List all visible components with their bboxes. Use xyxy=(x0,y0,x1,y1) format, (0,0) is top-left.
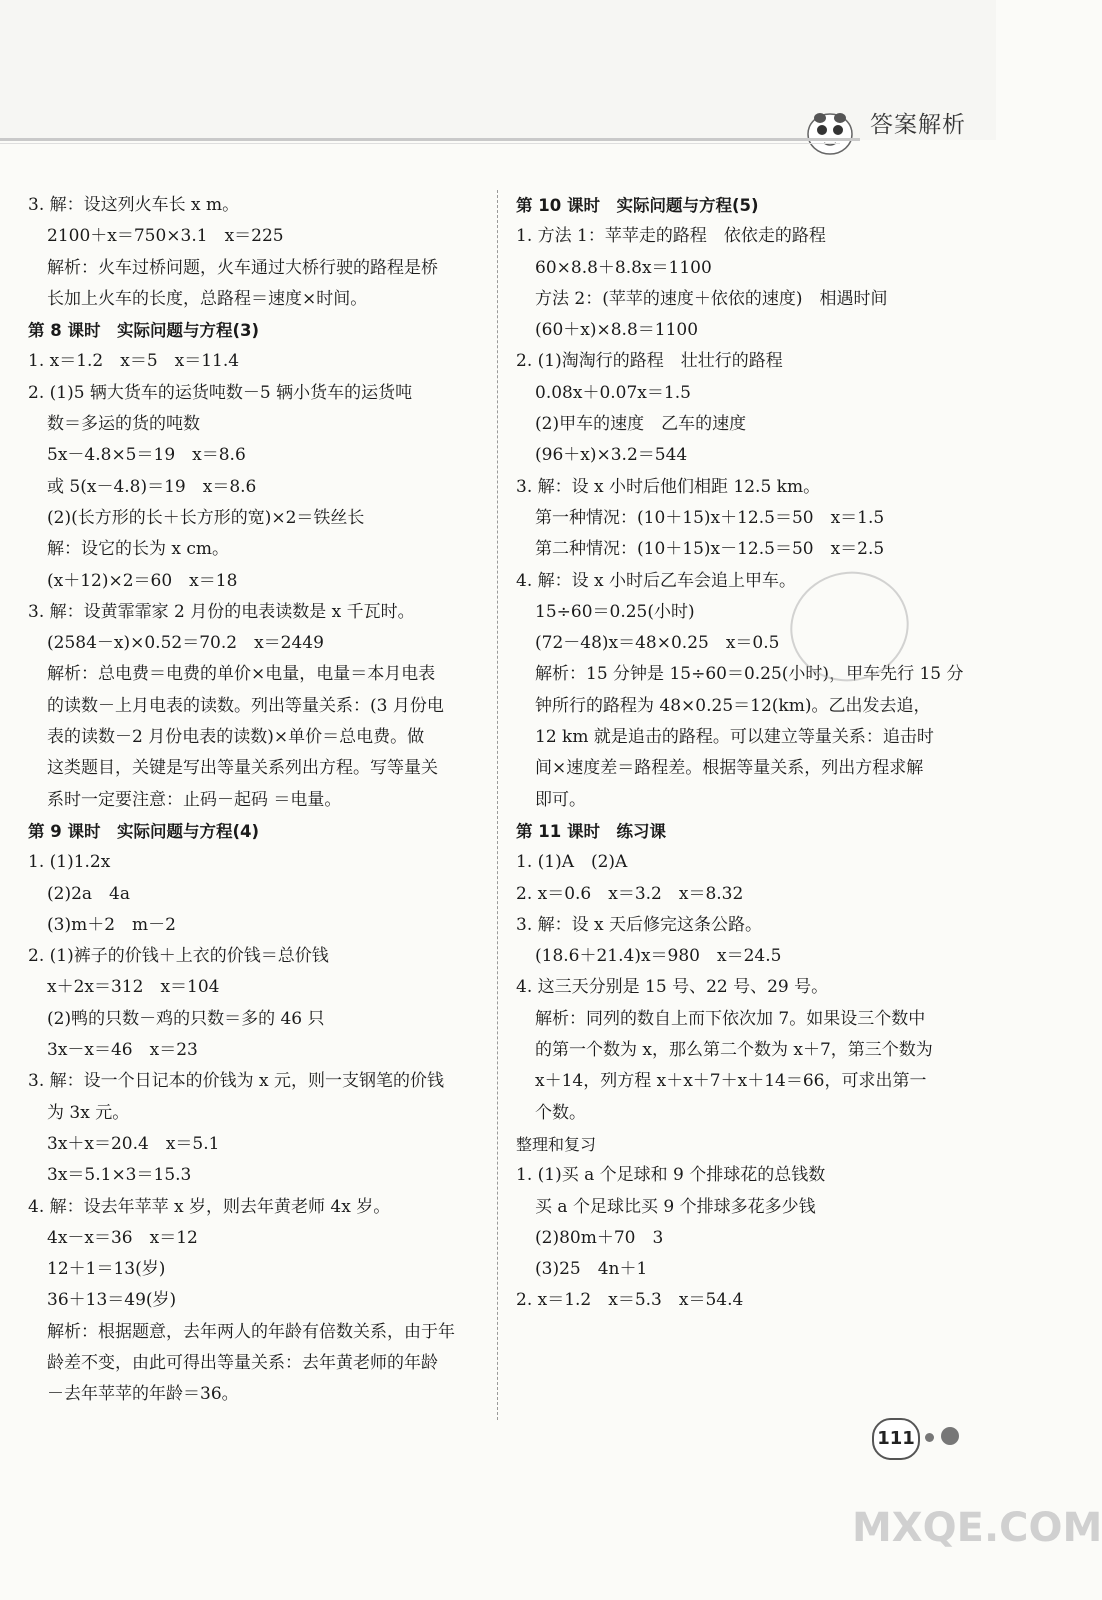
column-divider xyxy=(497,190,498,1420)
answer-line: (3)25 4n＋1 xyxy=(535,1259,648,1280)
answer-line: 或 5(x－4.8)＝19 x＝8.6 xyxy=(47,476,257,497)
header-divider-thin xyxy=(0,143,840,144)
answer-line: 表的读数－2 月份电表的读数)×单价＝总电费。做 xyxy=(47,727,425,748)
answer-line: 1. (1)1.2x xyxy=(28,852,111,873)
answer-line: 解析：火车过桥问题，火车通过大桥行驶的路程是桥 xyxy=(47,257,438,278)
answer-line: 36＋13＝49(岁) xyxy=(47,1290,177,1311)
mascot-icon xyxy=(800,100,860,160)
answer-line: 第 10 课时 实际问题与方程(5) xyxy=(516,196,759,215)
answer-line: (96＋x)×3.2＝544 xyxy=(535,445,688,466)
answer-line: 解析：根据题意，去年两人的年龄有倍数关系，由于年 xyxy=(47,1321,455,1342)
answer-line: 解析：同列的数自上而下依次加 7。如果设三个数中 xyxy=(535,1008,926,1029)
header-divider xyxy=(0,138,860,141)
answer-line: x＋2x＝312 x＝104 xyxy=(47,977,220,998)
answer-line: 方法 2：(苹苹的速度＋依依的速度) 相遇时间 xyxy=(535,288,888,309)
right-column xyxy=(516,190,966,1317)
answer-line: 1. (1)A (2)A xyxy=(516,852,628,873)
answer-line: (18.6＋21.4)x＝980 x＝24.5 xyxy=(535,946,782,967)
answer-line: 即可。 xyxy=(535,789,586,810)
answer-line: 3x－x＝46 x＝23 xyxy=(47,1040,198,1061)
answer-line: 2. (1)淘淘行的路程 壮壮行的路程 xyxy=(516,351,783,372)
answer-line: 间×速度差＝路程差。根据等量关系，列出方程求解 xyxy=(535,758,924,779)
answer-line: 2. (1)裤子的价钱＋上衣的价钱＝总价钱 xyxy=(28,946,329,967)
answer-line: (60＋x)×8.8＝1100 xyxy=(535,320,699,341)
answer-line: 3. 解：设 x 小时后他们相距 12.5 km。 xyxy=(516,476,821,497)
answer-line: 第 11 课时 练习课 xyxy=(516,821,666,841)
decor-dot-large xyxy=(941,1427,959,1445)
answer-line: 4x－x＝36 x＝12 xyxy=(47,1227,198,1248)
answer-line: 3x＝5.1×3＝15.3 xyxy=(47,1165,192,1186)
decor-dot-small xyxy=(925,1433,934,1442)
answer-line: (72－48)x＝48×0.25 x＝0.5 xyxy=(535,633,780,654)
answer-line: 1. 方法 1：苹苹走的路程 依依走的路程 xyxy=(516,226,826,247)
answer-line: 个数。 xyxy=(535,1102,586,1123)
answer-line: 为 3x 元。 xyxy=(47,1102,130,1123)
page-number: 111 xyxy=(872,1418,920,1460)
answer-line: 买 a 个足球比买 9 个排球多花多少钱 xyxy=(535,1196,816,1217)
answer-line: 数＝多运的货的吨数 xyxy=(47,414,200,435)
answer-line: 12＋1＝13(岁) xyxy=(47,1259,166,1280)
answer-line: 系时一定要注意：止码－起码 ＝电量。 xyxy=(47,789,342,810)
answer-line: 12 km 就是追击的路程。可以建立等量关系：追击时 xyxy=(535,727,934,748)
answer-line: －去年苹苹的年龄＝36。 xyxy=(47,1384,239,1405)
answer-line: 的读数－上月电表的读数。列出等量关系：(3 月份电 xyxy=(47,695,444,716)
answer-line: 3. 解：设 x 天后修完这条公路。 xyxy=(516,914,763,935)
answer-line: 4. 解：设去年苹苹 x 岁，则去年黄老师 4x 岁。 xyxy=(28,1196,391,1217)
answer-line: 5x－4.8×5＝19 x＝8.6 xyxy=(47,445,246,466)
answer-line: 第 9 课时 实际问题与方程(4) xyxy=(28,821,260,841)
answer-line: 长加上火车的长度，总路程＝速度×时间。 xyxy=(47,288,368,309)
answer-line: 第二种情况：(10＋15)x－12.5＝50 x＝2.5 xyxy=(535,539,885,560)
left-column xyxy=(28,190,488,1411)
answer-line: 1. (1)买 a 个足球和 9 个排球花的总钱数 xyxy=(516,1165,826,1186)
answer-line: 2. (1)5 辆大货车的运货吨数－5 辆小货车的运货吨 xyxy=(28,382,413,403)
page-header-title: 答案解析 xyxy=(870,112,966,138)
answer-line: 4. 解：设 x 小时后乙车会追上甲车。 xyxy=(516,570,797,591)
answer-line: 解：设它的长为 x cm。 xyxy=(47,539,230,560)
answer-line: 3. 解：设一个日记本的价钱为 x 元，则一支钢笔的价钱 xyxy=(28,1071,445,1092)
answer-line: 60×8.8＋8.8x＝1100 xyxy=(535,257,712,278)
answer-line: (2)2a 4a xyxy=(47,883,130,904)
answer-line: 的第一个数为 x，那么第二个数为 x＋7，第三个数为 xyxy=(535,1040,933,1061)
answer-line: (2)鸭的只数－鸡的只数＝多的 46 只 xyxy=(47,1008,325,1029)
answer-line: 第 8 课时 实际问题与方程(3) xyxy=(28,321,260,341)
answer-line: (2)80m＋70 3 xyxy=(535,1227,664,1248)
answer-line: 2. x＝1.2 x＝5.3 x＝54.4 xyxy=(516,1290,744,1311)
answer-line: 0.08x＋0.07x＝1.5 xyxy=(535,382,691,403)
answer-line: 解析：15 分钟是 15÷60＝0.25(小时)，甲车先行 15 分 xyxy=(535,664,964,685)
answer-line: 这类题目，关键是写出等量关系列出方程。写等量关 xyxy=(47,758,438,779)
answer-line: x＋14，列方程 x＋x＋7＋x＋14＝66，可求出第一 xyxy=(535,1071,927,1092)
answer-line: 解析：总电费＝电费的单价×电量，电量＝本月电表 xyxy=(47,664,436,685)
answer-line: 15÷60＝0.25(小时) xyxy=(535,601,695,622)
answer-line: (2584－x)×0.52＝70.2 x＝2449 xyxy=(47,633,324,654)
answer-line: 3. 解：设这列火车长 x m。 xyxy=(28,195,240,215)
answer-line: 第一种情况：(10＋15)x＋12.5＝50 x＝1.5 xyxy=(535,507,885,528)
watermark: MXQE.COM xyxy=(852,1505,1102,1551)
answer-line: 2100＋x＝750×3.1 x＝225 xyxy=(47,226,284,247)
answer-line: 2. x＝0.6 x＝3.2 x＝8.32 xyxy=(516,883,744,904)
answer-line: (2)(长方形的长＋长方形的宽)×2＝铁丝长 xyxy=(47,507,365,528)
answer-line: (x＋12)×2＝60 x＝18 xyxy=(47,570,238,591)
answer-line: 钟所行的路程为 48×0.25＝12(km)。乙出发去追， xyxy=(535,695,931,716)
answer-line: 龄差不变，由此可得出等量关系：去年黄老师的年龄 xyxy=(47,1352,438,1373)
answer-line: 整理和复习 xyxy=(516,1134,597,1154)
answer-line: 3x＋x＝20.4 x＝5.1 xyxy=(47,1133,220,1154)
answer-line: 3. 解：设黄霏霏家 2 月份的电表读数是 x 千瓦时。 xyxy=(28,601,415,622)
answer-line: 4. 这三天分别是 15 号、22 号、29 号。 xyxy=(516,977,829,998)
answer-line: (3)m＋2 m－2 xyxy=(47,914,176,935)
answer-line: 1. x＝1.2 x＝5 x＝11.4 xyxy=(28,351,240,372)
answer-line: (2)甲车的速度 乙车的速度 xyxy=(535,414,747,435)
